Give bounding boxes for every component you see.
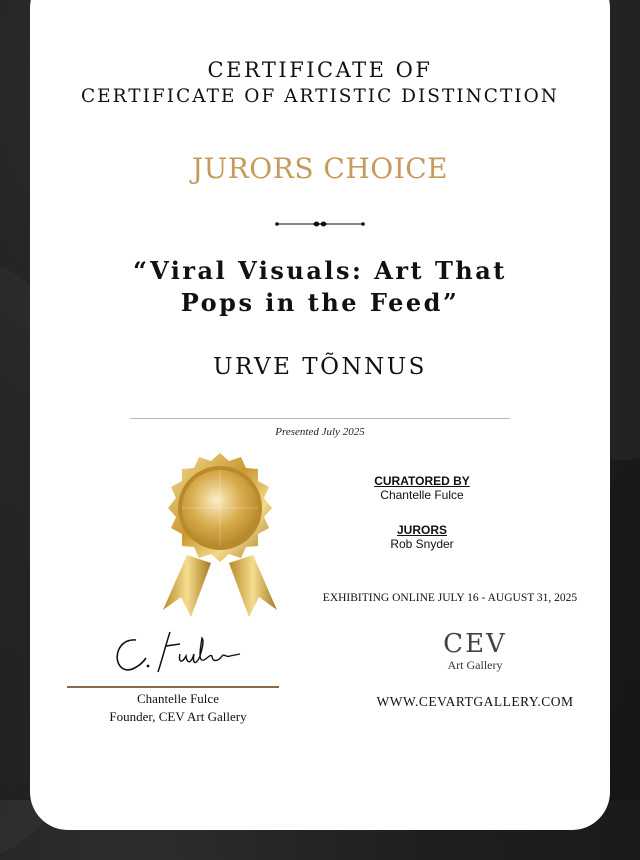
certificate-title: CERTIFICATE OF (207, 58, 433, 82)
website-url: WWW.CEVARTGALLERY.COM (376, 694, 574, 709)
juror-name: Rob Snyder (390, 537, 454, 551)
certificate-subtitle: CERTIFICATE OF ARTISTIC DISTINCTION (81, 86, 559, 107)
artist-name: URVE TÕNNUS (213, 354, 427, 380)
signature-line (67, 686, 279, 688)
flourish-divider-icon (270, 217, 370, 231)
logo-mark: CEV (443, 629, 507, 659)
curated-by-label: CURATORED BY (374, 474, 470, 488)
gold-rosette-seal-icon (145, 445, 295, 620)
signer-name: Chantelle Fulce (137, 691, 219, 706)
presented-date: Presented July 2025 (275, 426, 365, 438)
signer-role: Founder, CEV Art Gallery (109, 709, 247, 724)
exhibition-title (0, 255, 640, 319)
exhibition-dates: EXHIBITING ONLINE JULY 16 - AUGUST 31, 2025 (322, 592, 578, 604)
gallery-logo (420, 630, 530, 673)
divider-line (130, 418, 510, 419)
exhibition-title-line: “Viral Visuals: Art That (133, 256, 507, 285)
jurors-label: JURORS (396, 523, 447, 537)
exhibition-title-line: Pops in the Feed” (180, 288, 460, 317)
award-heading: JURORS CHOICE (191, 152, 449, 185)
signature (108, 620, 248, 680)
curator-name: Chantelle Fulce (380, 488, 464, 502)
logo-subtitle: Art Gallery (447, 658, 503, 672)
